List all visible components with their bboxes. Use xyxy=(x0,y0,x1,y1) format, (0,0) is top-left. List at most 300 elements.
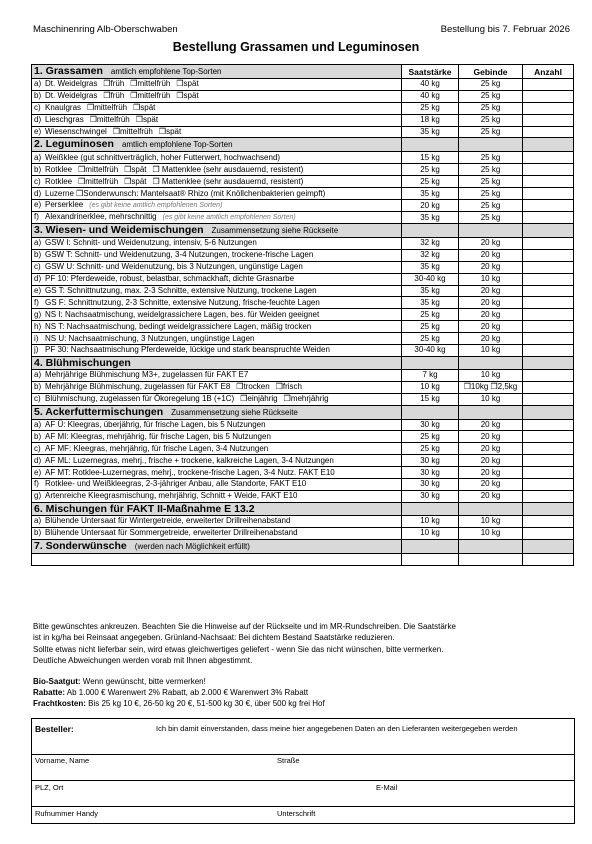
option-checkbox[interactable]: ❒spät xyxy=(124,164,147,174)
package-size: 10 kg xyxy=(459,345,523,357)
quantity-input[interactable] xyxy=(523,249,574,261)
package-size: 25 kg xyxy=(459,152,523,164)
product-name: Rotklee xyxy=(45,176,73,186)
quantity-input[interactable] xyxy=(523,393,574,405)
product-name: Artenreiche Kleegrasmischung, mehrjährig, Schnitt + Weide, FAKT E10 xyxy=(45,491,298,501)
table-row xyxy=(32,188,574,200)
row-letter: d) xyxy=(34,115,42,125)
quantity-input[interactable] xyxy=(523,126,574,138)
product-cell xyxy=(32,527,402,539)
table-row xyxy=(32,285,574,297)
row-letter: c) xyxy=(34,262,41,272)
section-blank-cell xyxy=(402,224,459,238)
product-cell xyxy=(32,102,402,114)
quantity-input[interactable] xyxy=(523,297,574,309)
quantity-input[interactable] xyxy=(523,114,574,126)
product-name: Mehrjährige Blühmischung, zugelassen für FAKT E8 xyxy=(45,382,231,392)
row-letter: c) xyxy=(34,103,41,113)
package-size xyxy=(459,553,523,565)
seed-rate: 32 kg xyxy=(402,238,459,250)
package-size: 20 kg xyxy=(459,443,523,455)
row-letter: b) xyxy=(34,382,42,392)
row-letter: g) xyxy=(34,491,42,501)
product-name: PF 30: Nachsaatmischung Pferdeweide, lückige und stark beanspruchte Weiden xyxy=(45,345,330,355)
table-row xyxy=(32,431,574,443)
row-letter: a) xyxy=(34,420,42,430)
option-checkbox[interactable]: ❒spät xyxy=(158,127,182,136)
section-blank-cell xyxy=(402,502,459,515)
seed-rate: 30-40 kg xyxy=(402,273,459,285)
table-row xyxy=(32,261,574,273)
row-letter: d) xyxy=(34,455,42,465)
quantity-input[interactable] xyxy=(523,479,574,491)
orderer-label: Besteller: xyxy=(35,724,74,734)
row-letter: c) xyxy=(34,394,41,404)
seed-rate: 25 kg xyxy=(402,176,459,188)
seed-rate: 30 kg xyxy=(402,455,459,467)
row-letter: f) xyxy=(34,297,39,307)
table-row xyxy=(32,309,574,321)
package-size: 20 kg xyxy=(459,297,523,309)
row-letter: b) xyxy=(34,528,42,538)
product-note: (es gibt keine amtlich empfohlenen Sorten) xyxy=(89,202,223,210)
product-name: AF ML: Luzernegras, mehrj., frische + trockene, kalkreiche Lagen, 3-4 Nutzungen xyxy=(45,455,334,465)
seed-rate: 25 kg xyxy=(402,321,459,333)
table-row xyxy=(32,200,574,212)
table-row xyxy=(32,164,574,176)
package-size: 20 kg xyxy=(459,479,523,491)
product-name: Knaulgras xyxy=(45,103,82,113)
package-size: 20 kg xyxy=(459,419,523,431)
package-size: 25 kg xyxy=(459,79,523,91)
header-deadline: Bestellung bis 7. Februar 2026 xyxy=(440,24,570,35)
seed-rate: 35 kg xyxy=(402,261,459,273)
header-organization: Maschinenring Alb-Oberschwaben xyxy=(33,24,178,35)
product-note: (es gibt keine amtlich empfohlenen Sorten) xyxy=(162,214,296,222)
table-row xyxy=(32,345,574,357)
product-cell xyxy=(32,515,402,527)
street-field[interactable]: Straße xyxy=(277,756,300,765)
product-name: GS T: Schnittnutzung, max. 2-3 Schnitte, extensive Nutzung, trockene Lagen xyxy=(45,286,317,296)
seed-rate: 35 kg xyxy=(402,188,459,200)
pricing-info xyxy=(33,677,325,709)
product-cell xyxy=(32,455,402,467)
package-size: 20 kg xyxy=(459,333,523,345)
freight-text: Bis 25 kg 10 €, 26-50 kg 20 €, 51-500 kg 30 €, über 500 kg frei Hof xyxy=(85,698,325,708)
product-cell xyxy=(32,369,402,381)
seed-rate: 40 kg xyxy=(402,79,459,91)
product-name: NS T: Nachsaatmischung, bedingt weidelgrassichere Lagen, mäßig trocken xyxy=(45,321,312,331)
row-letter: b) xyxy=(34,91,42,101)
product-name: NS U: Nachsaatmischung, 3 Nutzungen, ungünstige Lagen xyxy=(45,333,255,343)
notes-block xyxy=(33,621,573,666)
product-cell xyxy=(32,443,402,455)
quantity-input[interactable] xyxy=(523,321,574,333)
option-checkbox[interactable]: ❒mittelfrüh xyxy=(130,79,171,89)
row-letter: b) xyxy=(34,250,42,260)
product-name: Blühende Untersaat für Sommergetreide, erweiterter Drillreihenabstand xyxy=(45,528,298,538)
seed-rate: 20 kg xyxy=(402,200,459,212)
quantity-input[interactable] xyxy=(523,164,574,176)
product-cell xyxy=(32,419,402,431)
product-name: Luzerne ❒Sonderwunsch: Mantelsaat® Rhizo (mit Knöllchenbakterien geimpft) xyxy=(45,188,326,198)
option-checkbox[interactable]: ❒frisch xyxy=(275,382,302,392)
section-blank-cell xyxy=(459,138,523,152)
option-checkbox[interactable]: ❒mittelfrüh xyxy=(87,103,128,113)
section-blank-cell xyxy=(402,138,459,152)
section-header xyxy=(32,224,574,238)
seed-rate: 35 kg xyxy=(402,212,459,224)
table-row xyxy=(32,333,574,345)
row-letter: f) xyxy=(34,479,39,489)
seed-rate: 30 kg xyxy=(402,467,459,479)
row-letter: e) xyxy=(34,200,42,210)
product-name: Weißklee (gut schnittverträglich, hoher Futterwert, hochwachsend) xyxy=(45,152,281,162)
option-checkbox[interactable]: ❒früh xyxy=(103,79,125,89)
column-header-anzahl: Anzahl xyxy=(523,65,574,79)
package-size: 20 kg xyxy=(459,249,523,261)
seed-rate: 30 kg xyxy=(402,419,459,431)
section-title: 3. Wiesen- und Weidemischungen xyxy=(34,224,204,237)
option-checkbox[interactable]: ❒trocken xyxy=(236,382,270,392)
product-name: AF Ü: Kleegras, überjährig, für frische Lagen, bis 5 Nutzungen xyxy=(45,420,266,430)
option-checkbox[interactable]: ❒früh xyxy=(103,91,125,101)
email-field[interactable]: E-Mail xyxy=(376,783,398,792)
product-name: GSW T: Schnitt- und Weidenutzung, 3-4 Nutzungen, trockene-frische Lagen xyxy=(45,250,314,260)
row-letter: e) xyxy=(34,286,42,296)
product-name: NS I: Nachsaatmischung, weidelgrassichere Lagen, bes. für Weiden geeignet xyxy=(45,309,320,319)
quantity-input[interactable] xyxy=(523,212,574,224)
table-row xyxy=(32,490,574,502)
name-field[interactable]: Vorname, Name xyxy=(35,756,90,765)
seed-rate: 15 kg xyxy=(402,393,459,405)
package-size: 10 kg xyxy=(459,515,523,527)
quantity-input[interactable] xyxy=(523,102,574,114)
section-header xyxy=(32,65,574,79)
section-subtitle: Zusammensetzung siehe Rückseite xyxy=(211,226,339,236)
table-row xyxy=(32,553,574,565)
quantity-input[interactable] xyxy=(523,455,574,467)
section-subtitle: amtlich empfohlene Top-Sorten xyxy=(110,67,222,76)
row-letter: b) xyxy=(34,164,42,174)
section-blank-cell xyxy=(523,405,574,419)
option-checkbox[interactable]: ❒einjährig xyxy=(240,394,278,404)
seed-rate: 18 kg xyxy=(402,114,459,126)
section-subtitle: Zusammensetzung siehe Rückseite xyxy=(171,407,298,417)
quantity-input[interactable] xyxy=(523,345,574,357)
section-header xyxy=(32,539,574,553)
seed-rate: 30-40 kg xyxy=(402,345,459,357)
product-cell xyxy=(32,309,402,321)
section-header xyxy=(32,405,574,419)
quantity-input[interactable] xyxy=(523,188,574,200)
product-name: Blühmischung, zugelassen für Ökoregelung 1B (+1C) xyxy=(45,394,235,404)
section-header xyxy=(32,356,574,369)
row-letter: g) xyxy=(34,309,42,319)
package-size: 20 kg xyxy=(459,261,523,273)
row-letter: a) xyxy=(34,79,42,89)
row-letter: e) xyxy=(34,467,42,477)
row-letter: i) xyxy=(34,333,39,343)
table-row xyxy=(32,467,574,479)
product-cell xyxy=(32,261,402,273)
product-cell xyxy=(32,273,402,285)
column-header-gebinde: Gebinde xyxy=(459,65,523,79)
section-title-cell xyxy=(32,356,402,369)
package-size: 25 kg xyxy=(459,126,523,138)
product-cell xyxy=(32,164,402,176)
section-blank-cell xyxy=(459,405,523,419)
section-blank-cell xyxy=(459,502,523,515)
option-checkbox[interactable]: ❒mittelfrüh xyxy=(130,91,171,101)
product-cell xyxy=(32,79,402,91)
product-name: Rotklee xyxy=(45,164,73,174)
seed-rate: 10 kg xyxy=(402,515,459,527)
quantity-input[interactable] xyxy=(523,431,574,443)
section-title-cell xyxy=(32,65,402,79)
row-letter: f) xyxy=(34,212,39,222)
product-name: Lieschgras xyxy=(45,115,84,125)
phone-field[interactable]: Rufnummer Handy xyxy=(35,809,98,818)
row-letter: a) xyxy=(34,516,42,526)
product-cell xyxy=(32,479,402,491)
city-field[interactable]: PLZ, Ort xyxy=(35,783,64,792)
quantity-input[interactable] xyxy=(523,79,574,91)
section-title-cell xyxy=(32,138,402,152)
package-size: 25 kg xyxy=(459,212,523,224)
note-line: Sollte etwas nicht lieferbar sein, wird etwas gleichwertiges geliefert - wenn Sie das nicht wünschen, bitte vermerken. xyxy=(33,644,444,654)
section-title: 2. Leguminosen xyxy=(34,138,114,151)
table-row xyxy=(32,419,574,431)
row-letter: a) xyxy=(34,152,42,162)
section-blank-cell xyxy=(523,356,574,369)
package-size: 25 kg xyxy=(459,102,523,114)
quantity-input[interactable] xyxy=(523,152,574,164)
package-size: ❒10kg ❒2,5kg xyxy=(459,381,523,393)
option-checkbox[interactable]: ❒spät xyxy=(135,115,159,125)
table-row xyxy=(32,393,574,405)
section-title: 5. Ackerfuttermischungen xyxy=(34,405,164,418)
quantity-input[interactable] xyxy=(523,273,574,285)
product-cell xyxy=(32,249,402,261)
consent-text: Ich bin damit einverstanden, dass meine hier angegebenen Daten an den Lieferanten weitergegeben werden xyxy=(156,724,518,733)
note-line: ist in kg/ha bei Reinsaat angegeben. Grünland-Nachsaat: Bei dichtem Bestand Saatstärke reduzieren. xyxy=(33,633,395,643)
table-row xyxy=(32,443,574,455)
table-row xyxy=(32,126,574,138)
quantity-input[interactable] xyxy=(523,369,574,381)
product-cell xyxy=(32,297,402,309)
seed-rate xyxy=(402,553,459,565)
table-row xyxy=(32,114,574,126)
table-row xyxy=(32,176,574,188)
product-cell xyxy=(32,321,402,333)
bio-label: Bio-Saatgut: xyxy=(33,677,81,686)
table-row xyxy=(32,321,574,333)
product-cell xyxy=(32,212,402,224)
option-checkbox[interactable]: ❒mittelfrüh xyxy=(78,176,119,186)
section-title-cell xyxy=(32,405,402,419)
option-checkbox[interactable]: ❒spät xyxy=(176,91,199,101)
table-row xyxy=(32,369,574,381)
product-name: Alexandrinerklee, mehrschnittig xyxy=(45,212,157,222)
section-title: 4. Blühmischungen xyxy=(34,356,131,369)
package-size: 20 kg xyxy=(459,238,523,250)
option-checkbox[interactable]: ❒ Mattenklee (sehr ausdauernd, resistent) xyxy=(152,164,304,174)
section-header xyxy=(32,502,574,515)
seed-rate: 25 kg xyxy=(402,333,459,345)
option-checkbox[interactable]: ❒mehrjährig xyxy=(283,394,329,404)
package-size: 20 kg xyxy=(459,309,523,321)
section-blank-cell xyxy=(523,224,574,238)
product-cell xyxy=(32,381,402,393)
package-size: 25 kg xyxy=(459,200,523,212)
option-checkbox[interactable]: ❒spät xyxy=(133,103,156,113)
row-letter: d) xyxy=(34,188,42,198)
package-size: 25 kg xyxy=(459,114,523,126)
product-name: GSW I: Schnitt- und Weidenutzung, intensiv, 5-6 Nutzungen xyxy=(45,238,257,248)
discount-label: Rabatte: xyxy=(33,687,66,697)
option-checkbox[interactable]: ❒mittelfrüh xyxy=(112,127,153,136)
order-table xyxy=(31,64,574,566)
section-title-cell xyxy=(32,502,402,515)
quantity-input[interactable] xyxy=(523,527,574,539)
freight-label: Frachtkosten: xyxy=(33,698,86,708)
option-checkbox[interactable]: ❒spät xyxy=(176,79,199,89)
quantity-input[interactable] xyxy=(523,515,574,527)
product-cell xyxy=(32,90,402,102)
section-title-cell xyxy=(32,539,402,553)
product-cell xyxy=(32,176,402,188)
table-row xyxy=(32,212,574,224)
divider xyxy=(32,780,574,781)
package-size: 10 kg xyxy=(459,393,523,405)
product-cell xyxy=(32,114,402,126)
discount-text: Ab 1.000 € Warenwert 2% Rabatt, ab 2.000 € Warenwert 3% Rabatt xyxy=(65,687,309,697)
quantity-input[interactable] xyxy=(523,419,574,431)
quantity-input[interactable] xyxy=(523,285,574,297)
seed-rate: 10 kg xyxy=(402,527,459,539)
table-row xyxy=(32,515,574,527)
quantity-input[interactable] xyxy=(523,238,574,250)
section-blank-cell xyxy=(523,502,574,515)
package-size: 20 kg xyxy=(459,285,523,297)
table-row xyxy=(32,238,574,250)
package-size: 25 kg xyxy=(459,164,523,176)
package-size: 20 kg xyxy=(459,321,523,333)
quantity-input[interactable] xyxy=(523,553,574,565)
option-checkbox[interactable]: ❒spät xyxy=(124,176,147,186)
table-row xyxy=(32,527,574,539)
quantity-input[interactable] xyxy=(523,309,574,321)
package-size: 25 kg xyxy=(459,90,523,102)
seed-rate: 15 kg xyxy=(402,152,459,164)
seed-rate: 25 kg xyxy=(402,164,459,176)
quantity-input[interactable] xyxy=(523,176,574,188)
table-row xyxy=(32,152,574,164)
table-row xyxy=(32,297,574,309)
quantity-input[interactable] xyxy=(523,90,574,102)
seed-rate: 25 kg xyxy=(402,431,459,443)
section-blank-cell xyxy=(459,224,523,238)
section-blank-cell xyxy=(402,539,459,553)
product-cell xyxy=(32,333,402,345)
option-checkbox[interactable]: ❒ Mattenklee (sehr ausdauernd, resistent) xyxy=(152,176,304,186)
option-checkbox[interactable]: ❒mittelfrüh xyxy=(78,164,119,174)
package-size: 20 kg xyxy=(459,455,523,467)
quantity-input[interactable] xyxy=(523,333,574,345)
table-row xyxy=(32,249,574,261)
seed-rate: 35 kg xyxy=(402,297,459,309)
seed-rate: 7 kg xyxy=(402,369,459,381)
section-blank-cell xyxy=(402,405,459,419)
section-subtitle: (werden nach Möglichkeit erfüllt) xyxy=(134,541,250,551)
product-cell xyxy=(32,238,402,250)
product-name: GS F: Schnittnutzung, 2-3 Schnitte, extensive Nutzung, frische-feuchte Lagen xyxy=(45,297,320,307)
seed-rate: 25 kg xyxy=(402,443,459,455)
product-cell xyxy=(32,553,402,565)
product-cell xyxy=(32,126,402,138)
product-cell xyxy=(32,285,402,297)
product-name: Wiesenschwingel xyxy=(45,127,107,136)
product-cell xyxy=(32,345,402,357)
row-letter: d) xyxy=(34,274,42,284)
table-row xyxy=(32,102,574,114)
quantity-input[interactable] xyxy=(523,261,574,273)
quantity-input[interactable] xyxy=(523,467,574,479)
table-row xyxy=(32,455,574,467)
seed-rate: 30 kg xyxy=(402,490,459,502)
option-checkbox[interactable]: ❒mittelfrüh xyxy=(89,115,130,125)
column-header-saat: Saatstärke xyxy=(402,65,459,79)
row-letter: a) xyxy=(34,370,42,380)
seed-rate: 35 kg xyxy=(402,285,459,297)
package-size: 20 kg xyxy=(459,490,523,502)
section-title: 7. Sonderwünsche xyxy=(34,539,127,552)
product-cell xyxy=(32,188,402,200)
product-cell xyxy=(32,393,402,405)
section-blank-cell xyxy=(459,356,523,369)
section-subtitle: amtlich empfohlene Top-Sorten xyxy=(121,140,233,150)
section-header xyxy=(32,138,574,152)
row-letter: e) xyxy=(34,127,42,136)
product-name: Dt. Weidelgras xyxy=(45,91,98,101)
divider xyxy=(32,754,574,755)
note-line: Bitte gewünschtes ankreuzen. Beachten Sie die Hinweise auf der Rückseite und im MR-Rundschreiben. Die Saatstärke xyxy=(33,622,456,631)
quantity-input[interactable] xyxy=(523,443,574,455)
section-blank-cell xyxy=(459,539,523,553)
quantity-input[interactable] xyxy=(523,490,574,502)
table-row xyxy=(32,90,574,102)
table-row xyxy=(32,381,574,393)
quantity-input[interactable] xyxy=(523,381,574,393)
seed-rate: 35 kg xyxy=(402,126,459,138)
package-size: 25 kg xyxy=(459,188,523,200)
product-cell xyxy=(32,152,402,164)
row-letter: b) xyxy=(34,431,42,441)
table-row xyxy=(32,79,574,91)
signature-field[interactable]: Unterschrift xyxy=(277,809,316,818)
section-title-cell xyxy=(32,224,402,238)
product-name: PF 10: Pferdeweide, robust, belastbar, schmackhaft, dichte Grasnarbe xyxy=(45,274,295,284)
divider xyxy=(32,806,574,807)
quantity-input[interactable] xyxy=(523,200,574,212)
product-name: Blühende Untersaat für Wintergetreide, erweiterter Drillreihenabstand xyxy=(45,516,291,526)
product-name: Mehrjährige Blühmischung M3+, zugelassen für FAKT E7 xyxy=(45,370,249,380)
row-letter: c) xyxy=(34,443,41,453)
package-size: 10 kg xyxy=(459,527,523,539)
product-cell xyxy=(32,490,402,502)
section-blank-cell xyxy=(523,138,574,152)
